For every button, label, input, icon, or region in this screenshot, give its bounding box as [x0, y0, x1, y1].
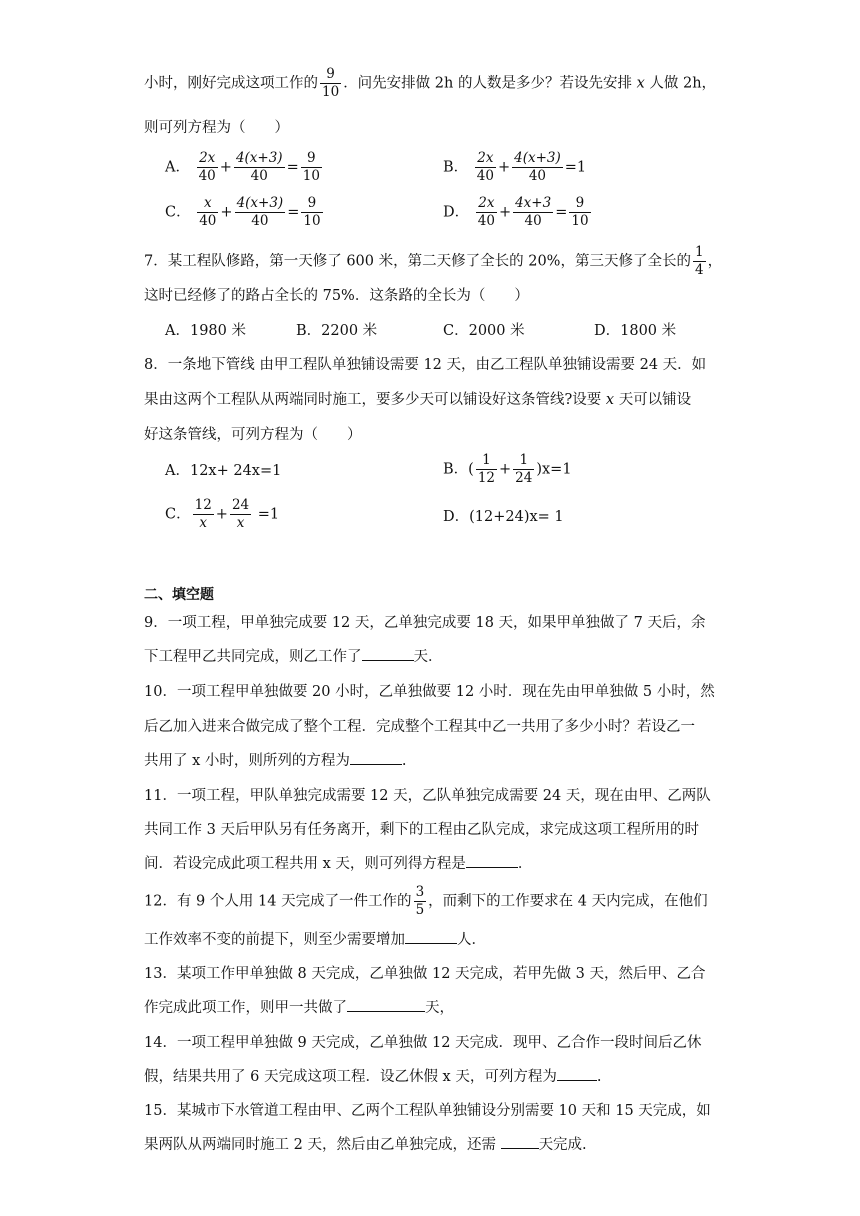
q7-line-2: 这时已经修了的路占全长的 75%．这条路的全长为（ ） — [144, 288, 529, 304]
q8-line-3: 好这条管线，可列方程为（ ） — [144, 427, 362, 443]
q8-var: x — [605, 392, 615, 408]
q8-option-c[interactable] — [165, 497, 279, 532]
q14-line-1: 14．一项工程甲单独做 9 天完成，乙单独做 12 天完成．现甲、乙合作一段时间后乙休 — [144, 1035, 702, 1051]
frac-1 — [197, 195, 218, 230]
num: 1 — [476, 452, 497, 470]
num: 9 — [569, 195, 590, 213]
q9-line-2 — [144, 646, 443, 668]
option-label: B．( — [443, 461, 474, 478]
den: 5 — [415, 902, 425, 918]
frac-2 — [513, 452, 534, 487]
q11-text: 间．若设完成此项工程共用 x 天，则可列得方程是 — [144, 856, 466, 872]
num: 2x — [197, 150, 218, 168]
q6-text-c: 人做 2h， — [649, 75, 717, 92]
q10-line-2: 后乙加入进来合做完成了整个工程．完成整个工程其中乙一共用了多少小时？若设乙一 — [144, 719, 695, 735]
option-tail: )x=1 — [536, 461, 572, 478]
q8-line-1: 8．一条地下管线 由甲工程队单独铺设需要 12 天，由乙工程队单独铺设需要 24 天．如 — [144, 357, 707, 373]
q6-text-a: 小时，刚好完成这项工作的 — [144, 75, 318, 92]
q8-option-a[interactable]: A．12x+ 24x=1 — [165, 463, 282, 479]
q11-line-1: 11．一项工程，甲队单独完成需要 12 天，乙队单独完成需要 24 天，现在由甲、乙两队 — [144, 788, 711, 804]
q13-text-end: 天， — [425, 1000, 454, 1016]
q6-option-a[interactable] — [165, 150, 324, 185]
q13-line-1: 13．某项工作甲单独做 8 天完成，乙单独做 12 天完成，若甲先做 3 天，然后甲、乙合 — [144, 966, 706, 982]
equals: = — [287, 204, 300, 221]
rhs: 1 — [576, 159, 587, 176]
q8-option-d[interactable]: D．(12+24)x= 1 — [443, 509, 564, 525]
plus: + — [498, 204, 512, 221]
den: x — [199, 515, 208, 531]
frac-1 — [476, 195, 497, 230]
q14-line-2 — [144, 1066, 601, 1088]
q15-text-end: 天完成. — [538, 1137, 587, 1153]
answer-blank[interactable] — [347, 997, 425, 1012]
q7-line-1 — [144, 244, 722, 279]
num: x — [197, 195, 218, 213]
q13-text: 作完成此项工作，则甲一共做了 — [144, 1000, 347, 1016]
num: 2x — [475, 150, 496, 168]
plus: + — [220, 204, 233, 221]
q14-text: 假，结果共用了 6 天完成这项工程．设乙休假 x 天，可列方程为 — [144, 1069, 557, 1085]
option-tail: =1 — [253, 506, 280, 523]
q11-line-2: 共同工作 3 天后甲队另有任务离开，剩下的工程由乙队完成，求完成这项工程所用的时 — [144, 822, 699, 838]
option-label: B． — [443, 159, 469, 176]
num: 4(x+3) — [236, 195, 284, 211]
q7-option-a[interactable]: A．1980 米 — [165, 323, 246, 339]
den: 40 — [199, 213, 217, 229]
den: 24 — [515, 470, 533, 486]
q11-line-3 — [144, 853, 532, 875]
den: 40 — [250, 168, 268, 184]
q15-line-2 — [144, 1134, 587, 1156]
q8-text: 果由这两个工程队从两端同时施工，要多少天可以铺设好这条管线?设要 — [144, 392, 602, 408]
num: 9 — [301, 150, 322, 168]
frac-1 — [475, 150, 496, 185]
den: x — [236, 515, 245, 531]
q12-text-a: 12．有 9 个人用 14 天完成了一件工作的 — [144, 893, 412, 910]
num: 4(x+3) — [514, 150, 561, 166]
q8-text-end: 天可以铺设 — [618, 392, 692, 408]
q11-text-end: ． — [517, 856, 533, 872]
q13-line-2 — [144, 997, 454, 1019]
frac-3 — [301, 195, 322, 230]
q15-text: 果两队从两端同时施工 2 天，然后由乙单独完成，还需 — [144, 1137, 501, 1153]
frac-numerator: 9 — [320, 66, 341, 84]
q12-text: 工作效率不变的前提下，则至少需要增加 — [144, 932, 405, 948]
den: 12 — [477, 470, 495, 486]
q9-line-1: 9．一项工程，甲单独完成要 12 天，乙单独完成要 18 天，如果甲单独做了 7 天后，余 — [144, 615, 706, 631]
option-label: A． — [165, 159, 190, 176]
q7-option-d[interactable]: D．1800 米 — [594, 323, 677, 339]
equals: = — [286, 159, 299, 176]
equals: = — [564, 159, 577, 176]
frac-denominator: 10 — [322, 84, 340, 100]
q8-option-b[interactable] — [443, 452, 572, 487]
den: 40 — [477, 213, 495, 229]
q7-option-b[interactable]: B．2200 米 — [296, 323, 378, 339]
q9-text-end: 天． — [413, 649, 443, 665]
num: 3 — [415, 884, 425, 900]
num: 9 — [301, 195, 322, 213]
q12-line-2 — [144, 929, 486, 951]
q12-fraction — [414, 884, 427, 919]
den: 10 — [303, 213, 321, 229]
q6-option-d[interactable] — [443, 195, 593, 230]
q9-text: 下工程甲乙共同完成，则乙工作了 — [144, 649, 362, 665]
den: 10 — [571, 213, 589, 229]
q12-text-b: ，而剩下的工作要求在 4 天内完成，在他们 — [428, 893, 708, 910]
frac-2 — [235, 195, 286, 230]
den: 40 — [524, 213, 542, 229]
q6-var: x — [636, 75, 645, 92]
q10-text-end: . — [401, 753, 407, 769]
option-label: D． — [443, 204, 470, 221]
frac-1 — [193, 497, 214, 532]
q12-line-1 — [144, 884, 708, 919]
q6-text-b: ．问先安排做 2h 的人数是多少？若设先安排 — [343, 75, 632, 92]
q7-option-c[interactable]: C．2000 米 — [443, 323, 525, 339]
num: 4(x+3) — [235, 150, 283, 166]
answer-blank[interactable] — [501, 1134, 539, 1149]
plus: + — [219, 159, 232, 176]
den: 4 — [694, 262, 704, 278]
answer-blank[interactable] — [362, 646, 414, 661]
frac-2 — [230, 497, 251, 532]
q10-line-1: 10．一项工程甲单独做要 20 小时，乙单独做要 12 小时．现在先由甲单独做 5 小时，然 — [144, 684, 715, 700]
frac-1 — [197, 150, 218, 185]
option-label: C． — [165, 204, 191, 221]
q6-line-1 — [144, 66, 716, 101]
q8-line-2 — [144, 389, 691, 411]
answer-blank[interactable] — [557, 1066, 597, 1081]
q12-text-end: 人． — [457, 932, 486, 948]
q10-text: 共用了 x 小时，则所列的方程为 — [144, 753, 350, 769]
frac-2 — [512, 150, 563, 185]
q6-option-b[interactable] — [443, 150, 586, 185]
frac-3 — [301, 150, 322, 185]
plus: + — [499, 461, 512, 478]
plus: + — [215, 506, 228, 523]
den: 40 — [528, 168, 547, 184]
equals: = — [555, 204, 568, 221]
frac-1 — [476, 452, 497, 487]
q7-fraction — [693, 244, 706, 279]
frac-2 — [234, 150, 285, 185]
q6-line-2: 则可列方程为（ ） — [144, 120, 289, 136]
frac-2 — [513, 195, 553, 230]
answer-blank[interactable] — [466, 853, 518, 868]
num: 2x — [476, 195, 497, 213]
plus: + — [497, 159, 511, 176]
num: 24 — [231, 497, 250, 513]
q14-text-end: . — [596, 1069, 602, 1085]
den: 40 — [251, 213, 269, 229]
answer-blank[interactable] — [350, 750, 402, 765]
q6-fraction — [320, 66, 341, 101]
num: 4x+3 — [515, 195, 552, 211]
num: 1 — [694, 244, 704, 260]
q7-text-end: ， — [707, 253, 723, 270]
q15-line-1: 15．某城市下水管道工程由甲、乙两个工程队单独铺设分别需要 10 天和 15 天完成，如 — [144, 1103, 711, 1119]
q6-option-c[interactable] — [165, 195, 325, 230]
num: 1 — [513, 452, 534, 470]
den: 10 — [302, 168, 320, 184]
den: 40 — [476, 168, 494, 184]
q10-line-3 — [144, 750, 407, 772]
option-label: C． — [165, 506, 191, 523]
q7-text: 7．某工程队修路，第一天修了 600 米，第二天修了全长的 20%，第三天修了全长的 — [144, 253, 691, 270]
num: 12 — [194, 497, 212, 513]
den: 40 — [198, 168, 216, 184]
frac-3 — [569, 195, 590, 230]
answer-blank[interactable] — [405, 929, 457, 944]
section-title: 二、填空题 — [144, 587, 214, 603]
